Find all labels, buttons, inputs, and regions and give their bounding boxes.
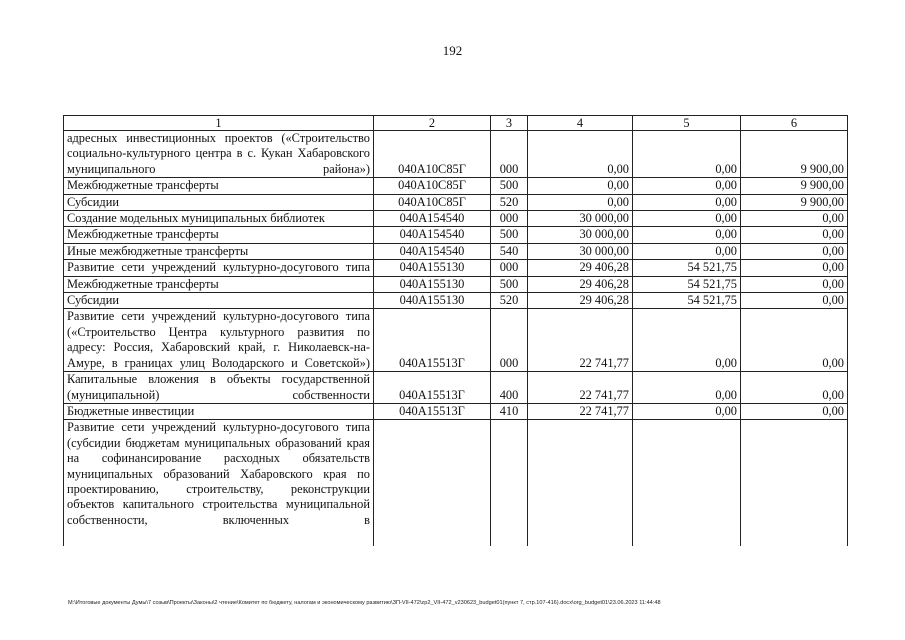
amount-col-6: 0,00	[741, 293, 848, 309]
column-header: 4	[528, 116, 633, 131]
column-header: 6	[741, 116, 848, 131]
table-row	[64, 178, 848, 194]
amount-col-6: 0,00	[741, 211, 848, 227]
amount-col-6: 9 900,00	[741, 194, 848, 210]
amount-col-4: 30 000,00	[528, 227, 633, 243]
row-name: Субсидии	[64, 293, 374, 309]
target-code: 040А10С85Г	[374, 194, 491, 210]
amount-col-4: 22 741,77	[528, 403, 633, 419]
table-row	[64, 131, 848, 178]
target-code: 040А154540	[374, 227, 491, 243]
amount-col-5	[633, 420, 741, 547]
column-header: 3	[491, 116, 528, 131]
amount-col-6: 0,00	[741, 243, 848, 259]
amount-col-5: 0,00	[633, 309, 741, 372]
amount-col-6: 0,00	[741, 227, 848, 243]
table-row	[64, 243, 848, 259]
expense-type: 000	[491, 309, 528, 372]
expense-type: 000	[491, 131, 528, 178]
table-row	[64, 194, 848, 210]
file-path-footer: M:\Итоговые документы Думы\7 созыв\Проекты\Законы\2 чтение\Комитет по бюджету, налогам и экономическому развитию\ЗП-VII-472\zp2_VII-472_v230623_budget01(пункт 7, стр.107-416).docx\org_budget01\23.06.2023 11:44:48	[68, 600, 661, 606]
row-name: Межбюджетные трансферты	[64, 178, 374, 194]
expense-type: 520	[491, 293, 528, 309]
row-name: Создание модельных муниципальных библиотек	[64, 211, 374, 227]
expense-type: 500	[491, 276, 528, 292]
target-code: 040А10С85Г	[374, 178, 491, 194]
expense-type: 000	[491, 260, 528, 276]
amount-col-5: 0,00	[633, 211, 741, 227]
target-code: 040А15513Г	[374, 403, 491, 419]
amount-col-5: 0,00	[633, 243, 741, 259]
amount-col-5: 0,00	[633, 194, 741, 210]
table-row	[64, 420, 848, 547]
amount-col-5: 54 521,75	[633, 293, 741, 309]
amount-col-4: 30 000,00	[528, 211, 633, 227]
amount-col-4: 22 741,77	[528, 372, 633, 404]
target-code: 040А15513Г	[374, 372, 491, 404]
amount-col-4: 0,00	[528, 131, 633, 178]
table-row	[64, 276, 848, 292]
amount-col-6: 0,00	[741, 276, 848, 292]
amount-col-4: 30 000,00	[528, 243, 633, 259]
amount-col-4: 0,00	[528, 194, 633, 210]
target-code: 040А155130	[374, 260, 491, 276]
row-name: Развитие сети учреждений культурно-досугового типа	[64, 260, 374, 276]
row-name: Межбюджетные трансферты	[64, 227, 374, 243]
row-name: Развитие сети учреждений культурно-досугового типа («Строительство Центра культурного развития по адресу: Россия, Хабаровский край, г. Николаевск-на-Амуре, в границах улиц Володарского и Советской»)	[64, 309, 374, 372]
target-code: 040А154540	[374, 211, 491, 227]
amount-col-6: 0,00	[741, 372, 848, 404]
amount-col-6: 0,00	[741, 403, 848, 419]
amount-col-5: 54 521,75	[633, 276, 741, 292]
amount-col-5: 0,00	[633, 131, 741, 178]
table-row	[64, 260, 848, 276]
row-name: Развитие сети учреждений культурно-досугового типа (субсидии бюджетам муниципальных образований края на софинансирование расходных обязательств муниципальных образований Хабаровского края по проектированию, строительству, реконструкции объектов капитального строительства муниципальной собственности, включенных в	[64, 420, 374, 547]
expense-type: 500	[491, 178, 528, 194]
expense-type: 540	[491, 243, 528, 259]
amount-col-6	[741, 420, 848, 547]
expense-type	[491, 420, 528, 547]
target-code: 040А15513Г	[374, 309, 491, 372]
expense-type: 500	[491, 227, 528, 243]
expense-type: 000	[491, 211, 528, 227]
column-header: 5	[633, 116, 741, 131]
row-name: Бюджетные инвестиции	[64, 403, 374, 419]
table-row	[64, 403, 848, 419]
table-row	[64, 227, 848, 243]
page-number: 192	[442, 43, 463, 58]
target-code: 040А10С85Г	[374, 131, 491, 178]
amount-col-4: 22 741,77	[528, 309, 633, 372]
expense-type: 520	[491, 194, 528, 210]
target-code: 040А155130	[374, 293, 491, 309]
target-code	[374, 420, 491, 547]
row-name: Иные межбюджетные трансферты	[64, 243, 374, 259]
target-code: 040А155130	[374, 276, 491, 292]
row-name: адресных инвестиционных проектов («Строительство социально-культурного центра в с. Кукан Хабаровского муниципального района»)	[64, 131, 374, 178]
amount-col-5: 0,00	[633, 178, 741, 194]
target-code: 040А154540	[374, 243, 491, 259]
amount-col-4: 0,00	[528, 178, 633, 194]
table-header-row	[64, 116, 848, 131]
row-name: Межбюджетные трансферты	[64, 276, 374, 292]
row-name: Субсидии	[64, 194, 374, 210]
row-name: Капитальные вложения в объекты государственной (муниципальной) собственности	[64, 372, 374, 404]
table-row	[64, 372, 848, 404]
amount-col-6: 9 900,00	[741, 178, 848, 194]
budget-table	[63, 115, 848, 546]
amount-col-4: 29 406,28	[528, 293, 633, 309]
amount-col-5: 0,00	[633, 227, 741, 243]
amount-col-5: 0,00	[633, 372, 741, 404]
column-header: 2	[374, 116, 491, 131]
table-row	[64, 293, 848, 309]
amount-col-5: 0,00	[633, 403, 741, 419]
amount-col-5: 54 521,75	[633, 260, 741, 276]
expense-type: 400	[491, 372, 528, 404]
amount-col-6: 9 900,00	[741, 131, 848, 178]
amount-col-4: 29 406,28	[528, 276, 633, 292]
expense-type: 410	[491, 403, 528, 419]
column-header: 1	[64, 116, 374, 131]
table-row	[64, 211, 848, 227]
table-row	[64, 309, 848, 372]
amount-col-4: 29 406,28	[528, 260, 633, 276]
amount-col-6: 0,00	[741, 309, 848, 372]
amount-col-6: 0,00	[741, 260, 848, 276]
amount-col-4	[528, 420, 633, 547]
table-body	[64, 116, 848, 547]
